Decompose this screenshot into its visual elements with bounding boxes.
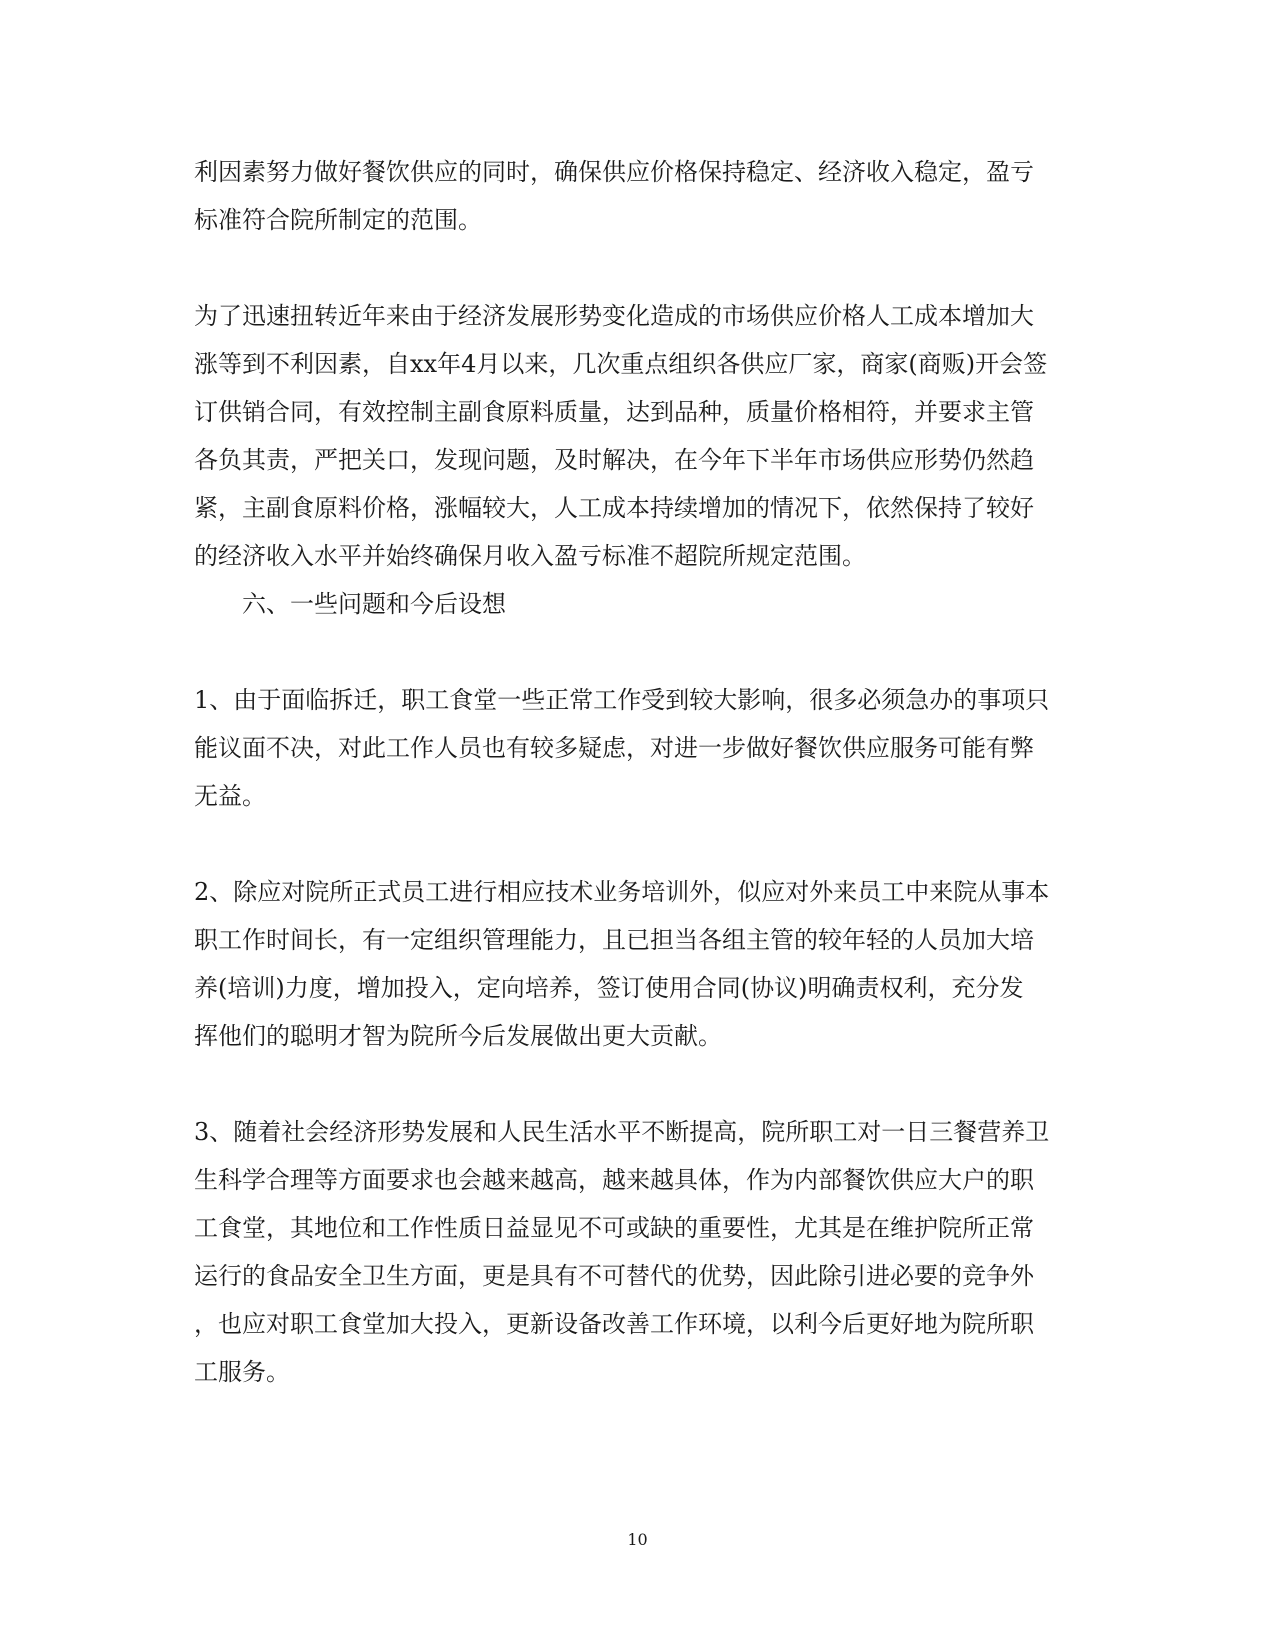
- text-line: 2、除应对院所正式员工进行相应技术业务培训外，似应对外来员工中来院从事本: [194, 878, 1050, 906]
- text-line: 涨等到不利因素，自xx年4月以来，几次重点组织各供应厂家，商家(商贩)开会签: [194, 350, 1048, 378]
- text-line: 挥他们的聪明才智为院所今后发展做出更大贡献。: [194, 1022, 722, 1050]
- paragraph-continuation: [194, 148, 1094, 244]
- text-line: 养(培训)力度，增加投入，定向培养，签订使用合同(协议)明确责权利，充分发: [194, 974, 1024, 1002]
- list-item-3: [194, 1108, 1094, 1396]
- text-line: 生科学合理等方面要求也会越来越高，越来越具体，作为内部餐饮供应大户的职: [194, 1166, 1034, 1194]
- text-line: 的经济收入水平并始终确保月收入盈亏标准不超院所规定范围。: [194, 542, 866, 570]
- section-heading: [194, 580, 1094, 628]
- page-number: 10: [627, 1530, 648, 1549]
- text-line: 订供销合同，有效控制主副食原料质量，达到品种，质量价格相符，并要求主管: [194, 398, 1034, 426]
- text-line: 运行的食品安全卫生方面，更是具有不可替代的优势，因此除引进必要的竞争外: [194, 1262, 1034, 1290]
- text-line: 3、随着社会经济形势发展和人民生活水平不断提高，院所职工对一日三餐营养卫: [194, 1118, 1050, 1146]
- list-item-1: [194, 676, 1094, 820]
- text-line: 工食堂，其地位和工作性质日益显见不可或缺的重要性，尤其是在维护院所正常: [194, 1214, 1034, 1242]
- text-line: 紧，主副食原料价格，涨幅较大，人工成本持续增加的情况下，依然保持了较好: [194, 494, 1034, 522]
- paragraph-price-control: [194, 292, 1094, 580]
- text-line: 1、由于面临拆迁，职工食堂一些正常工作受到较大影响，很多必须急办的事项只: [194, 686, 1050, 714]
- text-line: 职工作时间长，有一定组织管理能力，且已担当各组主管的较年轻的人员加大培: [194, 926, 1034, 954]
- list-item-2: [194, 868, 1094, 1060]
- text-line: 标准符合院所制定的范围。: [194, 206, 482, 234]
- text-line: 利因素努力做好餐饮供应的同时，确保供应价格保持稳定、经济收入稳定，盈亏: [194, 158, 1034, 186]
- text-line: ，也应对职工食堂加大投入，更新设备改善工作环境，以利今后更好地为院所职: [194, 1310, 1034, 1338]
- text-line: 工服务。: [194, 1358, 290, 1386]
- text-line: 为了迅速扭转近年来由于经济发展形势变化造成的市场供应价格人工成本增加大: [194, 302, 1034, 330]
- text-line: 能议面不决，对此工作人员也有较多疑虑，对进一步做好餐饮供应服务可能有弊: [194, 734, 1034, 762]
- section-heading-text: 六、一些问题和今后设想: [242, 590, 506, 618]
- text-line: 无益。: [194, 782, 266, 810]
- text-line: 各负其责，严把关口，发现问题，及时解决，在今年下半年市场供应形势仍然趋: [194, 446, 1034, 474]
